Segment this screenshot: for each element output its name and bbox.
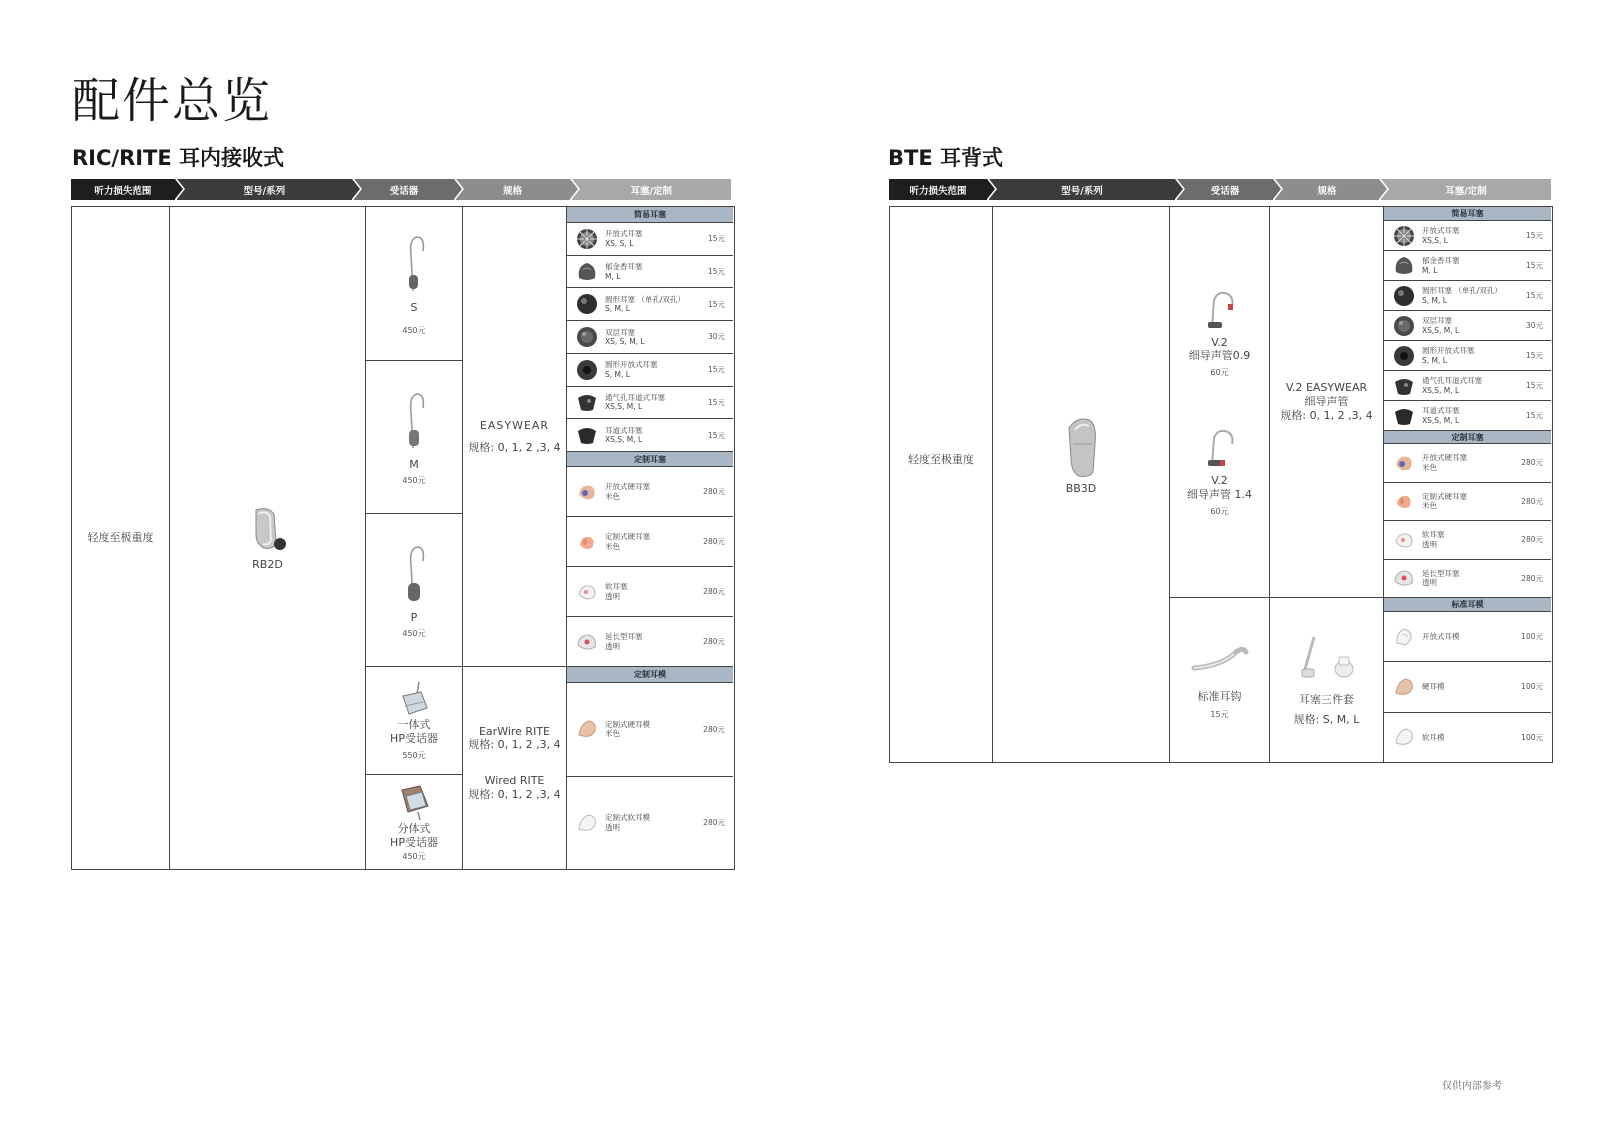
open-hard-tip-icon: [1392, 451, 1416, 475]
item-name: 软耳塞: [1422, 530, 1445, 540]
open-dome-icon: [1392, 224, 1416, 248]
bte-band-mold: 标准耳模: [1384, 597, 1551, 611]
receiver-m-name: M: [409, 457, 419, 471]
round-open-dome-icon: [1392, 344, 1416, 368]
bte-simple-earplug-row: [1384, 310, 1551, 340]
ric-table: [71, 206, 735, 870]
ric-spec2-name1: EarWire RITE: [478, 724, 550, 738]
item-price: 15元: [1525, 231, 1543, 240]
bte-custom-earplug-row: [1384, 520, 1551, 559]
item-size: XS,S, M, L: [1422, 385, 1460, 395]
item-name: 圆形开放式耳塞: [1422, 346, 1475, 356]
soft-tip-icon: [575, 580, 599, 604]
receiver-s-icon: [399, 231, 429, 295]
receiver-hp1-price: 550元: [402, 750, 426, 760]
bte-simple-earplug-row: [1384, 370, 1551, 400]
item-price: 280元: [703, 637, 725, 646]
hp-receiver-integrated-icon: [397, 680, 431, 716]
item-size: S, M, L: [605, 304, 630, 314]
item-size: 透明: [605, 641, 620, 651]
vent-canal-dome-icon: [575, 390, 599, 414]
item-name: 定制式软耳模: [605, 813, 650, 823]
tulip-dome-icon: [1392, 254, 1416, 278]
item-name: 双层耳塞: [605, 327, 635, 337]
bte-simple-earplug-row: [1384, 340, 1551, 370]
item-text: [1422, 632, 1521, 641]
bte-table: [889, 206, 1553, 763]
bte-simple-earplug-row: [1384, 400, 1551, 430]
item-size: S, M, L: [605, 369, 630, 379]
ric-custom-earmold-row: [567, 776, 733, 870]
item-text: [605, 720, 703, 739]
ric-simple-earplug-row: [567, 418, 733, 451]
item-text: [1422, 256, 1526, 275]
item-size: 透明: [605, 822, 620, 832]
item-text: [1422, 346, 1526, 365]
custom-hard-tip-icon: [575, 530, 599, 554]
receiver-hp2-name: 分体式 HP受话器: [390, 821, 438, 849]
ric-simple-earplug-row: [567, 255, 733, 288]
round-open-dome-icon: [575, 358, 599, 382]
open-dome-icon: [575, 227, 599, 251]
item-name: 软耳塞: [605, 582, 628, 592]
ric-receiver-s: [365, 207, 462, 360]
tube-09-name: V.2 细导声管0.9: [1188, 335, 1251, 363]
item-text: [1422, 453, 1521, 472]
ric-receiver-hp2: [365, 774, 462, 869]
ric-simple-earplug-row: [567, 353, 733, 386]
round-dome-icon: [1392, 284, 1416, 308]
item-name: 郁金香耳塞: [605, 262, 643, 272]
item-size: M, L: [1422, 265, 1438, 275]
item-price: 15元: [1525, 411, 1543, 420]
ric-section-title: RIC/RITE 耳内接收式: [72, 146, 285, 170]
item-price: 15元: [707, 365, 725, 375]
ric-custom-earplug-row: [567, 566, 733, 616]
bte-custom-earplug-row: [1384, 443, 1551, 482]
bte-header-bar: [889, 179, 1551, 200]
item-price: 280元: [703, 818, 725, 828]
item-size: XS,S, M, L: [1422, 325, 1460, 335]
item-text: [605, 426, 708, 445]
bte-spec-easywear: [1269, 207, 1383, 597]
item-name: 圆形耳塞 （单孔/双孔）: [1422, 286, 1502, 296]
ric-header-model: 型号/系列: [177, 179, 352, 200]
ric-header-bar: [71, 179, 731, 200]
bte-header-receiver: 受话器: [1177, 179, 1273, 200]
item-size: XS,S, M, L: [605, 435, 643, 445]
soft-earmold-icon: [1392, 725, 1416, 749]
tube-14-price: 60元: [1210, 506, 1229, 516]
item-name: 耳道式耳塞: [605, 425, 643, 435]
bte-range-cell: [890, 207, 992, 762]
ric-simple-earplug-row: [567, 222, 733, 255]
item-name: 耳道式耳塞: [1422, 406, 1460, 416]
ric-header-earplug: 耳塞/定制: [572, 179, 732, 200]
item-text: [605, 262, 708, 281]
ric-earplug-column: [566, 207, 733, 869]
ric-header-spec: 规格: [456, 179, 570, 200]
item-price: 100元: [1521, 732, 1543, 742]
bte-custom-earplug-row: [1384, 482, 1551, 521]
item-name: 双层耳塞: [1422, 316, 1452, 326]
bte-earplug-column: [1383, 207, 1551, 762]
item-price: 15元: [707, 430, 725, 440]
bte-band-simple: 简易耳塞: [1384, 207, 1551, 220]
bte-header-model: 型号/系列: [989, 179, 1175, 200]
ric-band-mold: 定制耳模: [567, 666, 733, 682]
ric-header-receiver: 受话器: [354, 179, 454, 200]
item-text: [1422, 406, 1526, 425]
custom-hard-tip-icon: [1392, 489, 1416, 513]
item-name: 硬耳模: [1422, 682, 1445, 692]
vent-canal-dome-icon: [1392, 374, 1416, 398]
item-text: [605, 532, 703, 551]
hook-name: 标准耳钩: [1197, 689, 1242, 703]
item-name: 开放式耳塞: [1422, 226, 1460, 236]
item-price: 15元: [1525, 261, 1543, 270]
open-earmold-icon: [1392, 625, 1416, 649]
item-price: 30元: [707, 332, 725, 342]
item-size: 米色: [1422, 462, 1437, 472]
hard-earmold-icon: [575, 717, 599, 741]
standard-earhook-icon: [1190, 640, 1250, 680]
item-text: [605, 632, 703, 651]
bte-standard-earmold-row: [1384, 712, 1551, 762]
ric-simple-earplug-row: [567, 287, 733, 320]
ric-spec2-sizes2: 规格: 0, 1, 2 ,3, 4: [468, 787, 561, 801]
item-price: 280元: [703, 587, 725, 596]
receiver-m-price: 450元: [402, 476, 426, 486]
ric-receiver-hp1: [365, 666, 462, 774]
bte-header-earplug: 耳塞/定制: [1381, 179, 1551, 200]
item-text: [605, 582, 703, 601]
item-price: 280元: [1521, 458, 1543, 468]
ric-spec-earwire: [462, 666, 566, 869]
item-price: 15元: [707, 234, 725, 244]
item-text: [605, 295, 708, 314]
bte-simple-earplug-row: [1384, 250, 1551, 280]
canal-dome-icon: [575, 423, 599, 447]
receiver-m-icon: [399, 388, 429, 452]
bb3d-device-icon: [1059, 414, 1103, 480]
bte-header-spec: 规格: [1275, 179, 1379, 200]
ric-receiver-p: [365, 513, 462, 666]
receiver-p-name: P: [410, 610, 418, 624]
ric-spec1-sizes: 规格: 0, 1, 2 ,3, 4: [468, 440, 561, 454]
item-size: 米色: [605, 541, 620, 551]
ric-spec1-name: EASYWEAR: [479, 418, 550, 432]
item-price: 280元: [703, 537, 725, 546]
footer-note: 仅供内部参考: [1442, 1081, 1502, 1092]
item-text: [605, 393, 708, 412]
bte-section-title: BTE 耳背式: [888, 146, 1003, 170]
item-text: [1422, 682, 1521, 691]
bte-model-cell: [992, 207, 1169, 762]
item-text: [605, 482, 703, 501]
item-size: XS,S, M, L: [1422, 415, 1460, 425]
receiver-p-icon: [399, 541, 429, 605]
bte-simple-earplug-row: [1384, 220, 1551, 250]
item-text: [605, 813, 703, 832]
item-text: [605, 328, 708, 347]
bte-standard-earmold-row: [1384, 661, 1551, 711]
soft-tip-icon: [1392, 528, 1416, 552]
bte-spec2-name: 耳塞三件套: [1299, 693, 1354, 707]
receiver-s-name: S: [410, 301, 418, 315]
item-size: XS,S, L: [1422, 235, 1448, 245]
item-price: 280元: [703, 487, 725, 496]
item-size: 米色: [605, 491, 620, 501]
canal-dome-icon: [1392, 404, 1416, 428]
item-name: 郁金香耳塞: [1422, 256, 1460, 266]
tube-09-price: 60元: [1210, 368, 1229, 377]
bte-header-range: 听力损失范围: [889, 179, 987, 200]
page-title: 配件总览: [72, 73, 273, 129]
item-price: 100元: [1521, 632, 1543, 642]
item-size: S, M, L: [1422, 295, 1447, 305]
receiver-hp1-name: 一体式 HP受话器: [390, 718, 438, 745]
ric-band-custom: 定制耳塞: [567, 451, 733, 466]
bte-range: 轻度至极重度: [908, 452, 974, 466]
ric-range-cell: [72, 207, 169, 869]
ric-spec2-name2: Wired RITE: [484, 774, 545, 787]
item-text: [605, 360, 708, 379]
item-text: [1422, 569, 1521, 588]
ric-receiver-m: [365, 360, 462, 513]
ric-header-range: 听力损失范围: [71, 179, 175, 200]
ric-model-name: RB2D: [252, 558, 283, 572]
hard-earmold-icon: [1392, 675, 1416, 699]
double-dome-icon: [575, 325, 599, 349]
item-price: 30元: [1525, 321, 1543, 330]
item-price: 15元: [707, 299, 725, 309]
item-name: 延长型耳塞: [1422, 568, 1460, 578]
item-size: XS, S, M, L: [605, 336, 645, 346]
bte-band-custom: 定制耳塞: [1384, 430, 1551, 443]
item-price: 15元: [707, 267, 725, 277]
thin-tube-09-icon: [1202, 288, 1238, 332]
hook-price: 15元: [1210, 710, 1229, 720]
ric-simple-earplug-row: [567, 320, 733, 353]
item-name: 圆形开放式耳塞: [605, 360, 658, 370]
bte-simple-earplug-row: [1384, 280, 1551, 310]
item-name: 开放式硬耳塞: [1422, 453, 1467, 463]
extended-tip-icon: [1392, 566, 1416, 590]
item-text: [1422, 530, 1521, 549]
bte-hook-cell: [1169, 597, 1269, 762]
bte-standard-earmold-row: [1384, 611, 1551, 661]
ric-custom-earplug-row: [567, 466, 733, 516]
item-size: 透明: [1422, 539, 1437, 549]
bte-custom-earplug-row: [1384, 559, 1551, 598]
item-name: 延长型耳塞: [605, 632, 643, 642]
receiver-p-price: 450元: [402, 629, 426, 639]
item-name: 开放式耳模: [1422, 631, 1460, 641]
item-price: 280元: [1521, 496, 1543, 506]
item-price: 280元: [1521, 573, 1543, 583]
ric-custom-earplug-row: [567, 516, 733, 566]
item-price: 15元: [1525, 351, 1543, 360]
bte-spec2-sizes: 规格: S, M, L: [1293, 713, 1360, 726]
receiver-s-price: 450元: [402, 325, 426, 335]
earplug-kit-icon: [1292, 633, 1362, 683]
item-size: 米色: [1422, 501, 1437, 511]
bte-spec-kit: [1269, 597, 1383, 762]
item-size: 米色: [605, 729, 620, 739]
item-text: [1422, 226, 1526, 245]
ric-custom-earplug-row: [567, 616, 733, 666]
item-text: [1422, 492, 1521, 511]
tube-14-name: V.2 细导声管 1.4: [1187, 474, 1252, 501]
item-text: [1422, 376, 1526, 395]
item-name: 通气孔耳道式耳塞: [1422, 376, 1482, 386]
item-size: XS, S, L: [605, 238, 634, 248]
item-text: [1422, 286, 1526, 305]
rb2d-device-icon: [242, 504, 294, 556]
item-price: 280元: [703, 724, 725, 734]
item-name: 圆形耳塞 （单孔/双孔）: [605, 294, 685, 304]
ric-spec-easywear: [462, 207, 566, 666]
item-name: 定制式硬耳模: [605, 719, 650, 729]
ric-band-simple: 简易耳塞: [567, 207, 733, 222]
item-text: [605, 229, 708, 248]
thin-tube-14-icon: [1202, 426, 1238, 470]
item-price: 280元: [1521, 535, 1543, 545]
ric-model-cell: [169, 207, 365, 869]
bte-tube-cell: [1169, 207, 1269, 597]
hp-receiver-separate-icon: [394, 782, 434, 822]
item-name: 通气孔耳道式耳塞: [605, 392, 665, 402]
item-text: [1422, 316, 1526, 335]
bte-spec1-sizes: 规格: 0, 1, 2 ,3, 4: [1280, 408, 1373, 422]
item-price: 15元: [1525, 291, 1543, 300]
item-price: 100元: [1521, 682, 1543, 692]
item-price: 15元: [1525, 381, 1543, 390]
item-size: XS,S, M, L: [605, 402, 643, 412]
item-text: [1422, 733, 1521, 742]
round-dome-icon: [575, 292, 599, 316]
item-name: 软耳模: [1422, 732, 1445, 742]
ric-range: 轻度至极重度: [87, 531, 154, 545]
item-name: 定制式硬耳塞: [605, 532, 650, 542]
bte-spec1-name: V.2 EASYWEAR 细导声管: [1285, 381, 1368, 409]
item-name: 定制式硬耳塞: [1422, 491, 1467, 501]
ric-simple-earplug-row: [567, 386, 733, 419]
soft-earmold-icon: [575, 811, 599, 835]
item-size: S, M, L: [1422, 355, 1447, 365]
item-size: 透明: [1422, 578, 1437, 588]
item-name: 开放式硬耳塞: [605, 482, 650, 492]
tulip-dome-icon: [575, 260, 599, 284]
bte-model-name: BB3D: [1065, 481, 1097, 495]
item-size: 透明: [605, 591, 620, 601]
item-name: 开放式耳塞: [605, 229, 643, 239]
item-size: M, L: [605, 271, 621, 281]
receiver-hp2-price: 450元: [402, 852, 426, 862]
open-hard-tip-icon: [575, 480, 599, 504]
extended-tip-icon: [575, 630, 599, 654]
ric-custom-earmold-row: [567, 682, 733, 776]
double-dome-icon: [1392, 314, 1416, 338]
ric-spec2-sizes1: 规格: 0, 1, 2 ,3, 4: [468, 738, 561, 752]
item-price: 15元: [707, 397, 725, 407]
